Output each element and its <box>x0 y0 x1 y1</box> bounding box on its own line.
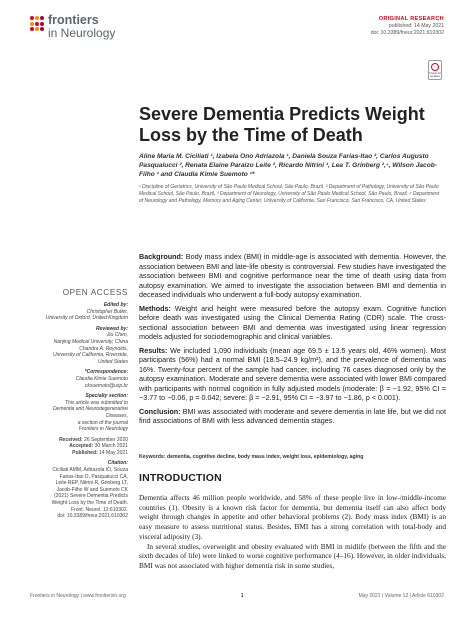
reviewer-line: Nanjing Medical University, China <box>53 338 128 345</box>
author-list: Aline Maria M. Ciciliati ¹, Izabela Ono Adriazola ¹, Daniela Souza Farias-Itao ², Carlos Augusto Pasqualucci ², Renata Elaine Paraizo Leite ², Ricardo Nitrini ³, Lea T. Grinberg ²,⁴, Wilson Jacob-Filho ¹ and Claudia Kimie Suemoto ¹* <box>139 153 437 178</box>
body-paragraph: Dementia affects 46 million people worldwide, and 58% of these people live in low-/middle-income countries (1). Obesity is a known risk factor for dementia, but dementia itself can also affect body weight through changes in appetite and other behavioral problems (2). Body mass index (BMI) is an easy measure to assess nutritional status. Besides, BMI has a strong correlation with total-body and visceral adiposity (3). <box>139 493 446 541</box>
article-title: Severe Dementia Predicts Weight Loss by the Time of Death <box>139 104 425 145</box>
citation-line: Front. Neurol. 12:610302. <box>71 506 128 513</box>
reviewer-line: United States <box>97 358 128 365</box>
article-dates <box>30 437 128 457</box>
abstract-conclusion <box>139 407 446 426</box>
footer-volume: May 2021 | Volume 12 | Article 610302 <box>358 593 444 599</box>
page-number: 1 <box>240 593 244 599</box>
abstract-background-label: Background: <box>139 252 184 261</box>
abstract-results-text: We included 1,090 individuals (mean age 69.5 ± 13.5 years old, 46% women). Most participants (56%) had a normal BMI (18.5–24.9 kg/m²), and the prevalence of dementia was 16%. Twenty-four percent of the sample had cancer, including 76 cases diagnosed only by the autopsy examination. Moderate and severe dementia were associated with lower BMI compared with participants with normal cognition in fully adjusted models (moderate: β = −1.92, 95% CI = −3.77 to −0.06, p = 0.042; severe: β = −2.91, 95% CI = −3.97 to −1.86, p < 0.001). <box>139 345 446 402</box>
article-meta <box>371 16 444 37</box>
specialty-line: This article was submitted to <box>64 399 128 406</box>
editor-line: University of Oxford, United Kingdom <box>45 315 128 322</box>
reviewer-line: Chandra A. Reynolds, <box>79 345 128 352</box>
published-value: 14 May 2021 <box>99 449 128 456</box>
journal-name: in Neurology <box>48 26 116 40</box>
abstract <box>139 252 446 430</box>
citation-doi-link[interactable]: doi: 10.3389/fneur.2021.610302 <box>57 513 128 520</box>
accepted-value: 30 March 2021 <box>94 443 128 450</box>
article-sidebar <box>30 302 128 524</box>
updates-label: Check for updates <box>429 71 441 78</box>
citation-line: Ciciliati AMM, Adriazola IO, Souza <box>52 467 128 474</box>
abstract-results <box>139 346 446 403</box>
received-date <box>30 437 128 444</box>
abstract-background-text: Body mass index (BMI) in middle-age is associated with dementia. However, the association between BMI and late-life obesity is controversial. Few studies have investigated the association between BMI and cognitive performance near the time of death using data from autopsy examination. We aimed to investigate the association between BMI and dementia in deceased individuals who underwent a full-body autopsy examination. <box>139 252 446 299</box>
abstract-results-label: Results: <box>139 345 168 355</box>
reviewer-line: University of California, Riverside, <box>52 352 128 359</box>
introduction-heading: INTRODUCTION <box>139 472 222 484</box>
open-access-label: OPEN ACCESS <box>62 288 128 297</box>
accepted-label: Accepted: <box>69 443 94 450</box>
keywords-list: dementia, cognitive decline, body mass index, weight loss, epidemiology, aging <box>166 454 364 460</box>
editor-line: Christopher Butler, <box>86 308 128 315</box>
page-footer <box>30 593 444 599</box>
citation-line: Jacob-Filho W and Suemoto CK <box>56 486 128 493</box>
body-paragraph: In several studies, overweight and obesity evaluated with BMI in midlife (between the fifth and the sixth decades of life) were linked to worse cognitive performance (4–16). However, in older individuals, BMI was not associated with higher dementia risk in some studies, <box>139 541 446 570</box>
abstract-conclusion-text: BMI was associated with moderate and severe dementia in late life, but we did not find associations of BMI with less advanced dementia stages. <box>139 406 447 425</box>
footer-journal-link[interactable]: Frontiers in Neurology | www.frontiersin.org <box>30 593 126 599</box>
received-label: Received: <box>59 436 83 443</box>
abstract-methods <box>139 304 446 342</box>
specialty-line: a section of the journal <box>77 419 128 426</box>
reviewed-by-label: Reviewed by: <box>96 325 128 332</box>
updates-icon <box>431 63 439 71</box>
affiliations: ¹ Discipline of Geriatrics, University of São Paulo Medical School, São Paulo, Brazil, ² Department of Pathology, University of São Paulo Medical School, São Paulo, Brazil, ³ Department of Neurology, University of São Paulo Medical School, São Paulo, Brazil, ⁴ Department of Neurology and Pathology, Memory and Aging Center, University of California, San Francisco, San Francisco, CA, United States <box>139 184 439 204</box>
citation-line: Weight Loss by the Time of Death. <box>51 500 128 507</box>
citation-label: Citation: <box>107 460 128 467</box>
specialty-line: Diseases, <box>106 412 128 419</box>
check-for-updates-button[interactable] <box>428 60 442 80</box>
correspondence-email-link[interactable]: cksuemoto@usp.br <box>84 382 128 389</box>
logo-wordmark <box>48 14 115 40</box>
abstract-conclusion-label: Conclusion: <box>139 406 181 416</box>
published-date: published: 14 May 2021 <box>388 23 444 29</box>
published-date-side <box>30 450 128 457</box>
edited-by-label: Edited by: <box>103 302 128 308</box>
introduction-body <box>139 493 446 571</box>
specialty-line: Dementia and Neurodegenerative <box>52 406 128 413</box>
abstract-methods-label: Methods: <box>139 303 171 313</box>
citation-line: Farias-Itao D, Pasqualucci CA, <box>59 473 128 480</box>
specialty-section <box>30 393 128 433</box>
abstract-methods-text: Weight and height were measured before the autopsy exam. Cognitive function before death was investigated using the Clinical Dementia Rating (CDR) scale. The cross-sectional association between BMI and dementia was investigated using linear regression models adjusted for sociodemographic and clinical variables. <box>139 303 446 341</box>
abstract-background <box>139 252 446 300</box>
reviewer-line: Jiu Chen, <box>106 332 128 339</box>
edited-by <box>30 302 128 322</box>
citation <box>30 460 128 519</box>
article-doi[interactable]: doi: 10.3389/fneur.2021.610302 <box>370 30 444 36</box>
citation-line: Leite REP, Nitrini R, Grinberg LT, <box>55 480 128 487</box>
keywords <box>139 454 444 461</box>
received-value: 26 September 2020 <box>84 436 128 443</box>
correspondence <box>30 369 128 389</box>
correspondence-label: *Correspondence: <box>84 369 128 376</box>
citation-line: (2021) Severe Dementia Predicts <box>54 493 128 500</box>
published-label: Published: <box>72 449 98 456</box>
brand-name: frontiers <box>48 13 99 27</box>
reviewed-by <box>30 326 128 366</box>
frontiers-logo[interactable] <box>30 14 115 40</box>
keywords-label: Keywords: <box>139 454 166 460</box>
accepted-date <box>30 443 128 450</box>
article-type: ORIGINAL RESEARCH <box>378 16 444 22</box>
specialty-line: Frontiers in Neurology <box>78 426 128 433</box>
specialty-label: Specialty section: <box>85 393 128 400</box>
correspondence-name: Claudia Kimie Suemoto <box>75 375 128 382</box>
frontiers-logo-icon <box>30 16 44 32</box>
